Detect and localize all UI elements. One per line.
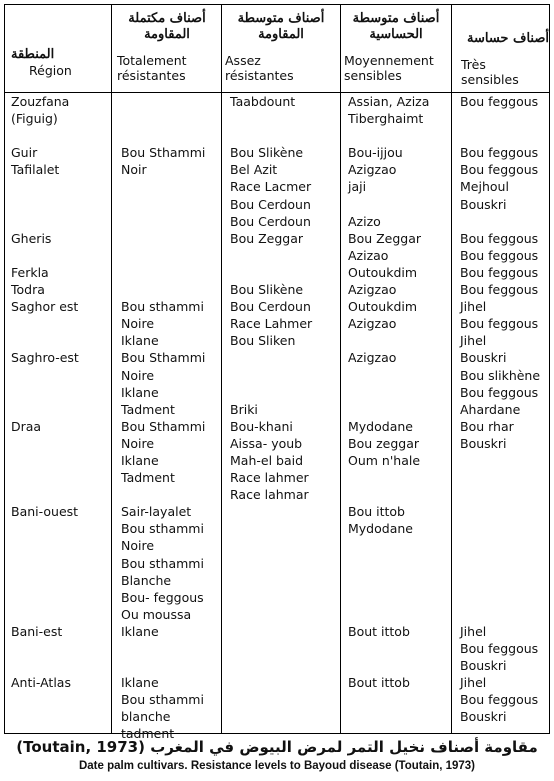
header-total-fr1: Totalement [117,53,187,68]
assez-cell: Briki [230,401,258,417]
assez-cell: Bou Cerdoun [230,299,311,315]
header-total-fr2: résistantes [117,68,186,83]
header-tres-fr1: Très [461,57,486,72]
header-region-ar: المنطقة [11,47,55,62]
assez-cell: Bou Sliken [230,333,296,349]
assez-cell [230,349,312,366]
total-cell [121,196,205,213]
assez-cell: Taabdount [230,94,296,109]
tres-cell [460,555,540,572]
region-cell [11,332,79,349]
moyen-cell: Azigzao [348,350,397,366]
tres-cell: Bou rhar [460,418,514,434]
column-tres-sensibles [460,93,540,743]
total-cell [121,178,205,195]
header-assez [225,11,337,83]
tres-cell: Bou feggous [460,316,539,332]
assez-cell: Bou-khani [230,418,293,434]
assez-cell [230,623,312,640]
moyen-cell: Azizo [348,213,381,229]
header-total-ar: أصناف مكتملة المقاومة [128,11,206,42]
header-tres-fr2: sensibles [461,72,519,87]
moyen-cell [348,691,429,708]
moyen-cell [348,537,429,554]
total-cell: Noire [121,367,155,383]
assez-cell: Bou Slikène [230,282,304,298]
region-cell [11,178,79,195]
tres-cell: Jihel [460,299,487,315]
region-cell [11,606,79,623]
moyen-cell [348,486,429,503]
region-cell: Guir [11,145,38,161]
region-cell [11,537,79,554]
total-cell [121,264,205,281]
tres-cell: Bou slikhène [460,367,541,383]
tres-cell [460,452,540,469]
header-moyen-fr1: Moyennement [344,53,434,68]
region-cell [11,435,79,452]
tres-cell: Bouskri [460,196,507,212]
tres-cell [460,589,540,606]
region-cell: Ferkla [11,264,49,280]
column-region [11,93,79,743]
tres-cell [460,486,540,503]
tres-cell [460,503,540,520]
assez-cell [230,555,312,572]
assez-cell [230,657,312,674]
region-cell [11,213,79,230]
assez-cell: Bou Slikène [230,145,304,161]
header-moyen-ar: أصناف متوسطة الحساسية [352,11,440,42]
assez-cell: Bou Cerdoun [230,213,311,229]
assez-cell [230,503,312,520]
assez-cell [230,127,312,144]
total-cell: Bou sthammi [121,521,204,537]
total-cell: Bou Sthammi [121,350,206,366]
region-cell [11,640,79,657]
moyen-cell: Tiberghaimt [348,111,424,127]
region-cell: Bani-ouest [11,504,79,520]
moyen-cell [348,332,429,349]
tres-cell: Mejhoul [460,179,509,195]
total-cell [121,640,205,657]
moyen-cell: jaji [348,179,367,195]
tres-cell [460,469,540,486]
region-cell [11,247,79,264]
tres-cell [460,520,540,537]
total-cell: Iklane [121,333,159,349]
moyen-cell: Bou ittob [348,504,405,520]
tres-cell: Bou feggous [460,145,539,161]
header-assez-ar: أصناف متوسطة المقاومة [237,11,325,42]
region-cell [11,486,79,503]
moyen-cell: Assian, Aziza [348,94,430,109]
moyen-cell [348,640,429,657]
tres-cell: Jihel [460,675,487,691]
region-cell [11,401,79,418]
tres-cell [460,537,540,554]
header-assez-fr2: résistantes [225,68,294,83]
column-divider [340,5,341,733]
region-cell [11,520,79,537]
total-cell [121,127,205,144]
assez-cell [230,640,312,657]
assez-cell: Race Lacmer [230,179,312,195]
total-cell: Bou sthammi [121,555,204,571]
assez-cell: Bou Zeggar [230,230,304,246]
total-cell: Bou sthammi [121,299,204,315]
region-cell [11,384,79,401]
moyen-cell [348,384,429,401]
assez-cell [230,367,312,384]
total-cell [121,657,205,674]
header-tres [455,31,549,87]
total-cell [121,230,205,247]
moyen-cell: Oum n'hale [348,452,421,468]
assez-cell [230,264,312,281]
tres-cell: Bou feggous [460,282,539,298]
assez-cell: Race lahmer [230,470,309,486]
tres-cell: Bouskri [460,435,507,451]
assez-cell [230,537,312,554]
total-cell: Blanche [121,572,172,588]
region-cell [11,196,79,213]
header-moyen-fr2: sensibles [344,68,402,83]
column-divider [111,5,112,733]
region-cell: Gheris [11,230,52,246]
tres-cell: Jihel [460,333,487,349]
total-cell [121,247,205,264]
moyen-cell [348,367,429,384]
total-cell [121,213,205,230]
header-region-fr: Région [29,63,72,78]
column-divider [451,5,452,733]
moyen-cell: Bou-ijjou [348,145,403,161]
assez-cell [230,384,312,401]
assez-cell: Race Lahmer [230,316,313,332]
region-cell [11,127,79,144]
total-cell: Iklane [121,623,159,639]
moyen-cell: Azizao [348,247,389,263]
moyen-cell [348,401,429,418]
region-cell [11,315,79,332]
moyen-cell: Mydodane [348,418,413,434]
resistance-table [4,4,550,742]
total-cell: Noire [121,316,155,332]
moyen-cell: Bout ittob [348,675,410,691]
region-cell [11,657,79,674]
total-cell: blanche [121,709,171,725]
moyen-cell: Azigzao [348,162,397,178]
caption-french: Date palm cultivars. Resistance levels to Bayoud disease (Toutain, 1973) [78,760,476,772]
total-cell: Noire [121,435,155,451]
tres-cell [460,572,540,589]
assez-cell: Race lahmar [230,487,309,503]
total-cell: Noir [121,162,147,178]
header-assez-fr1: Assez [225,53,261,68]
total-cell [121,486,205,503]
assez-cell [230,110,312,127]
region-cell [11,589,79,606]
assez-cell [230,247,312,264]
column-moyennement-sensibles [348,93,429,743]
assez-cell [230,674,312,691]
header-total [117,11,217,83]
total-cell: tadment [121,726,175,742]
tres-cell: Bouskri [460,709,507,725]
total-cell: Iklane [121,452,159,468]
tres-cell: Ahardane [460,401,521,417]
total-cell [121,93,205,110]
moyen-cell [348,196,429,213]
total-cell: Tadment [121,401,175,417]
region-cell [11,469,79,486]
total-cell: Iklane [121,675,159,691]
moyen-cell [348,572,429,589]
total-cell: Ou moussa [121,606,192,622]
assez-cell: Aissa- youb [230,435,303,451]
moyen-cell: Outoukdim [348,264,418,280]
tres-cell: Bou feggous [460,162,539,178]
region-cell: Zouzfana [11,94,70,109]
region-cell: (Figuig) [11,111,58,127]
total-cell: Bou sthammi [121,692,204,708]
total-cell: Bou- feggous [121,589,204,605]
region-cell [11,572,79,589]
moyen-cell [348,555,429,572]
header-region [11,47,109,78]
tres-cell: Bou feggous [460,247,539,263]
total-cell [121,281,205,298]
moyen-cell [348,127,429,144]
tres-cell: Bou feggous [460,641,539,656]
moyen-cell: Outoukdim [348,299,418,315]
tres-cell [460,110,540,127]
tres-cell [460,606,540,623]
tres-cell: Bou feggous [460,94,539,109]
region-cell: Saghro-est [11,350,79,366]
tres-cell: Bou feggous [460,384,539,400]
region-cell: Todra [11,282,45,298]
region-cell: Anti-Atlas [11,675,71,691]
assez-cell [230,691,312,708]
column-assez-resistantes [230,93,312,743]
tres-cell: Bouskri [460,350,507,366]
total-cell: Bou Sthammi [121,418,206,434]
tres-cell: Bou feggous [460,692,539,708]
tres-cell: Jihel [460,623,487,639]
assez-cell [230,589,312,606]
region-cell: Draa [11,418,42,434]
region-cell [11,367,79,384]
assez-cell: Bel Azit [230,162,278,178]
assez-cell: Mah-el baid [230,452,304,468]
region-cell: Saghor est [11,299,79,315]
tres-cell: Bou feggous [460,264,539,280]
header-moyen [344,11,448,83]
total-cell [121,110,205,127]
tres-cell [460,127,540,144]
caption-arabic: مقاومة أصناف نخيل التمر لمرض البيوض في المغرب (Toutain, 1973) [16,738,538,756]
assez-cell [230,606,312,623]
column-totalement-resistantes [121,93,205,743]
tres-cell: Bou feggous [460,230,539,246]
region-cell: Bani-est [11,623,63,639]
total-cell: Sair-layalet [121,504,192,520]
moyen-cell: Bout ittob [348,623,410,639]
assez-cell [230,708,312,725]
header-tres-ar: أصناف حساسة [467,31,549,46]
total-cell: Bou Sthammi [121,145,206,161]
moyen-cell [348,657,429,674]
assez-cell [230,572,312,589]
column-divider [221,5,222,733]
moyen-cell: Mydodane [348,521,413,537]
region-cell [11,555,79,572]
moyen-cell [348,469,429,486]
region-cell [11,452,79,469]
region-cell [11,708,79,725]
moyen-cell [348,589,429,606]
total-cell: Iklane [121,384,159,400]
assez-cell [230,520,312,537]
moyen-cell: Bou Zeggar [348,230,422,246]
moyen-cell [348,708,429,725]
moyen-cell: Azigzao [348,316,397,332]
moyen-cell: Azigzao [348,282,397,298]
region-cell: Tafilalet [11,162,60,178]
tres-cell [460,213,540,230]
assez-cell: Bou Cerdoun [230,196,311,212]
total-cell: Tadment [121,470,175,486]
moyen-cell: Bou zeggar [348,435,420,451]
total-cell: Noire [121,538,155,554]
moyen-cell [348,606,429,623]
region-cell [11,691,79,708]
tres-cell: Bouskri [460,658,507,674]
